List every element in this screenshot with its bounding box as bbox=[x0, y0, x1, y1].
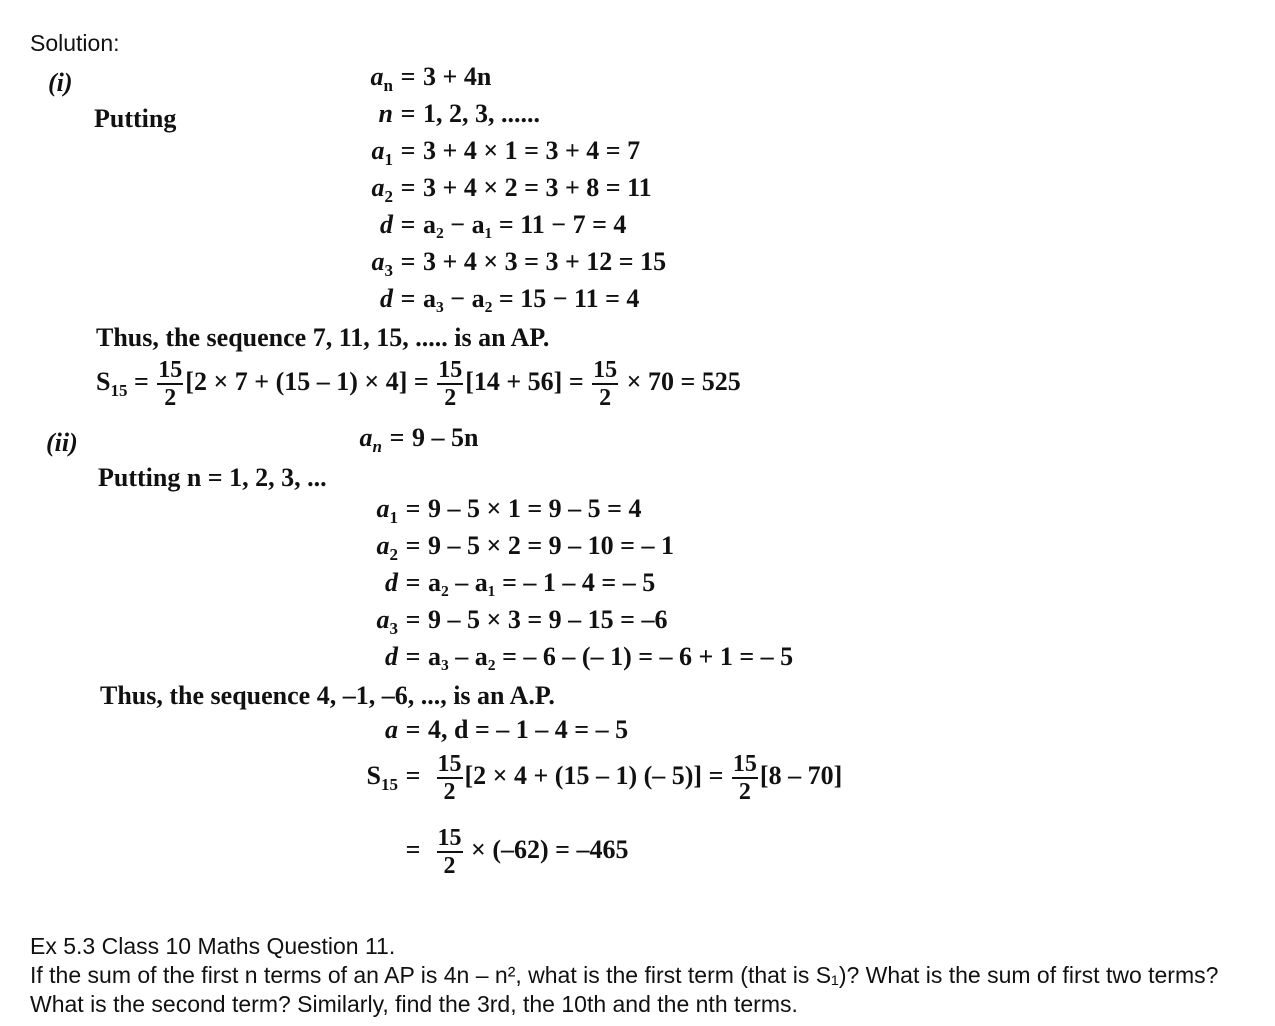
equation-rhs: 3 + 4 × 1 = 3 + 4 = 7 bbox=[423, 136, 641, 165]
equation-lhs: $a_1$ bbox=[371, 136, 393, 169]
part2-first-row: $a_n = 9 - 5n$ bbox=[359, 423, 479, 456]
part2-label: (ii) bbox=[46, 428, 78, 457]
equation-row: d = a₂ – a₁ = – 1 – 4 = – 5 bbox=[338, 570, 655, 596]
part2-sum-equation: $S_{15}$ = $\frac{15}{2}$ [2 × 4 + (15 – 1) (– 5)] = $\frac{15}{2}$ [8 – 70] bbox=[338, 752, 842, 804]
fraction: $\frac{15}{2}$ bbox=[437, 751, 462, 805]
equation-rhs: 9 – 5 × 1 = 9 – 5 = 4 bbox=[428, 494, 642, 523]
sum-symbol: $S_{15}$ bbox=[366, 760, 398, 794]
equation-row: $a_1 = 3 + 4 \times 1 = 3 + 4 = 7$ bbox=[333, 138, 640, 164]
equation-lhs: d bbox=[380, 284, 393, 313]
fraction: $\frac{15}{2}$ bbox=[593, 357, 618, 411]
equation-lhs: n bbox=[378, 99, 393, 128]
fraction: $\frac{15}{2}$ bbox=[438, 357, 463, 411]
part2-sum-line2: = $\frac{15}{2}$ × (–62) = –465 bbox=[405, 825, 629, 879]
equation-lhs: $a_n$ bbox=[370, 62, 393, 95]
equation-rhs: a₂ − a₁ = 11 − 7 = 4 bbox=[423, 210, 627, 239]
part2-a-row: a = 4, d = – 1 – 4 = – 5 bbox=[385, 715, 629, 744]
equation-rhs: 3 + 4 × 2 = 3 + 8 = 11 bbox=[423, 173, 652, 202]
equation-rhs: a₃ – a₂ = – 6 – (– 1) = – 6 + 1 = – 5 bbox=[428, 642, 794, 671]
equation-row: d = a₃ − a₂ = 15 − 11 = 4 bbox=[333, 286, 639, 312]
equation-row: $a_3 = 3 + 4 \times 3 = 3 + 12 = 15$ bbox=[333, 249, 666, 275]
equation-rhs: 3 + 4 × 3 = 3 + 12 = 15 bbox=[423, 247, 667, 276]
question-title: Ex 5.3 Class 10 Maths Question 11. bbox=[30, 933, 396, 959]
part1-putting: Putting bbox=[94, 104, 177, 133]
equation-lhs: d bbox=[385, 568, 398, 597]
fraction: $\frac{15}{2}$ bbox=[437, 825, 462, 879]
equation-lhs: $a_1$ bbox=[376, 494, 398, 527]
equation-row: $a_3 = 9 - 5 \times 3 = 9 - 15 = -6$ bbox=[338, 607, 667, 633]
fraction: $\frac{15}{2}$ bbox=[158, 357, 183, 411]
equation-rhs: a₃ − a₂ = 15 − 11 = 4 bbox=[423, 284, 640, 313]
equation-rhs: 9 – 5 × 2 = 9 – 10 = – 1 bbox=[428, 531, 674, 560]
equation-row: d = a₃ – a₂ = – 6 – (– 1) = – 6 + 1 = – 5 bbox=[338, 644, 793, 670]
equation-lhs: $a_3$ bbox=[376, 605, 398, 638]
equation-lhs: $a_2$ bbox=[376, 531, 398, 564]
equation-lhs: $a_2$ bbox=[371, 173, 393, 206]
part1-label: (i) bbox=[48, 68, 73, 97]
question-text: If the sum of the first n terms of an AP is 4n – n², what is the first term (that is S₁)? What is the sum of first two terms? What is the second term? Similarly, find the 3rd, the 10th and the nth terms. bbox=[30, 962, 1219, 1017]
equation-rhs: 3 + 4n bbox=[423, 62, 492, 91]
equation-rhs: a₂ – a₁ = – 1 – 4 = – 5 bbox=[428, 568, 656, 597]
equation-lhs: d bbox=[385, 642, 398, 671]
equation-row: $a_2 = 3 + 4 \times 2 = 3 + 8 = 11$ bbox=[333, 175, 652, 201]
sum-symbol: $S_{15}$ bbox=[96, 366, 128, 400]
solution-heading: Solution: bbox=[30, 30, 120, 56]
equation-rhs: 1, 2, 3, ...... bbox=[423, 99, 540, 128]
equation-row: n = 1, 2, 3, ...... bbox=[333, 101, 540, 127]
question-block bbox=[30, 932, 1255, 1019]
part2-conclusion: Thus, the sequence 4, –1, –6, ..., is an A.P. bbox=[100, 681, 555, 710]
equation-row: $a_1 = 9 - 5 \times 1 = 9 - 5 = 4$ bbox=[338, 496, 641, 522]
equation-row: $a_n = 3 + 4n$ bbox=[333, 64, 491, 90]
equation-lhs: d bbox=[380, 210, 393, 239]
equation-row: d = a₂ − a₁ = 11 − 7 = 4 bbox=[333, 212, 626, 238]
equation-row: $a_2 = 9 - 5 \times 2 = 9 - 10$ = – 1 bbox=[338, 533, 674, 559]
fraction: $\frac{15}{2}$ bbox=[732, 751, 757, 805]
part2-putting: Putting n = 1, 2, 3, ... bbox=[98, 463, 327, 492]
part1-conclusion: Thus, the sequence 7, 11, 15, ..... is an AP. bbox=[96, 323, 550, 352]
equation-rhs: 9 – 5 × 3 = 9 – 15 = –6 bbox=[428, 605, 668, 634]
part1-sum-equation: $S_{15}$ = $\frac{15}{2}$ [2 × 7 + (15 – 1) × 4] = $\frac{15}{2}$ [14 + 56] = $\frac{15}{2}$ × 70 = 525 bbox=[96, 357, 741, 411]
equation-lhs: $a_3$ bbox=[371, 247, 393, 280]
